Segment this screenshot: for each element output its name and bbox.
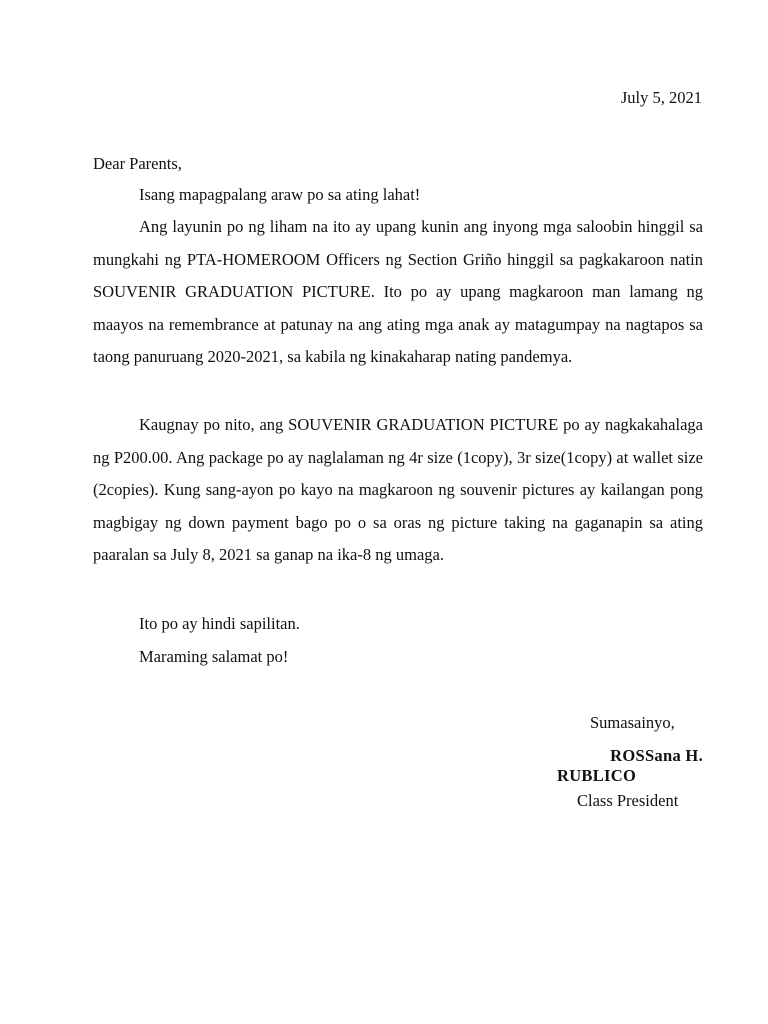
signatory-name-first: ROSSana H. bbox=[610, 746, 703, 765]
body-paragraph-purpose: Ang layunin po ng liham na ito ay upang kunin ang inyong mga saloobin hinggil sa mungkahi ng PTA-HOMEROOM Officers ng Section Griño hinggil sa pagkakaroon natin SOUVENIR GRADUATION PICTURE. Ito po ay upang magkaroon man lamang ng maayos na remembrance at patunay na ang ating mga anak ay matagumpay na nagtapos sa taong panuruang 2020-2021, sa kabila ng kinakaharap nating pandemya. bbox=[93, 217, 703, 366]
signatory-title: Class President bbox=[577, 791, 679, 810]
body-paragraph-details: Kaugnay po nito, ang SOUVENIR GRADUATION PICTURE po ay nagkakahalaga ng P200.00. Ang package po ay naglalaman ng 4r size (1copy), 3r size(1copy) at wallet size (2copies). Kung sang-ayon po kayo na magkaroon ng souvenir pictures ay kailangan pong magbigay ng down payment bago po o sa oras ng picture taking na gaganapin sa ating paaralan sa July 8, 2021 sa ganap na ika-8 ng umaga. bbox=[93, 415, 703, 564]
greeting-line: Isang mapagpalang araw po sa ating lahat! bbox=[139, 185, 421, 204]
letter-date: July 5, 2021 bbox=[620, 88, 702, 107]
closing-line: Sumasainyo, bbox=[590, 713, 675, 732]
signatory-name bbox=[557, 746, 703, 786]
salutation: Dear Parents, bbox=[93, 154, 182, 173]
thanks-line: Maraming salamat po! bbox=[139, 647, 289, 666]
signatory-name-last: RUBLICO bbox=[557, 766, 637, 785]
voluntary-note: Ito po ay hindi sapilitan. bbox=[139, 614, 300, 633]
